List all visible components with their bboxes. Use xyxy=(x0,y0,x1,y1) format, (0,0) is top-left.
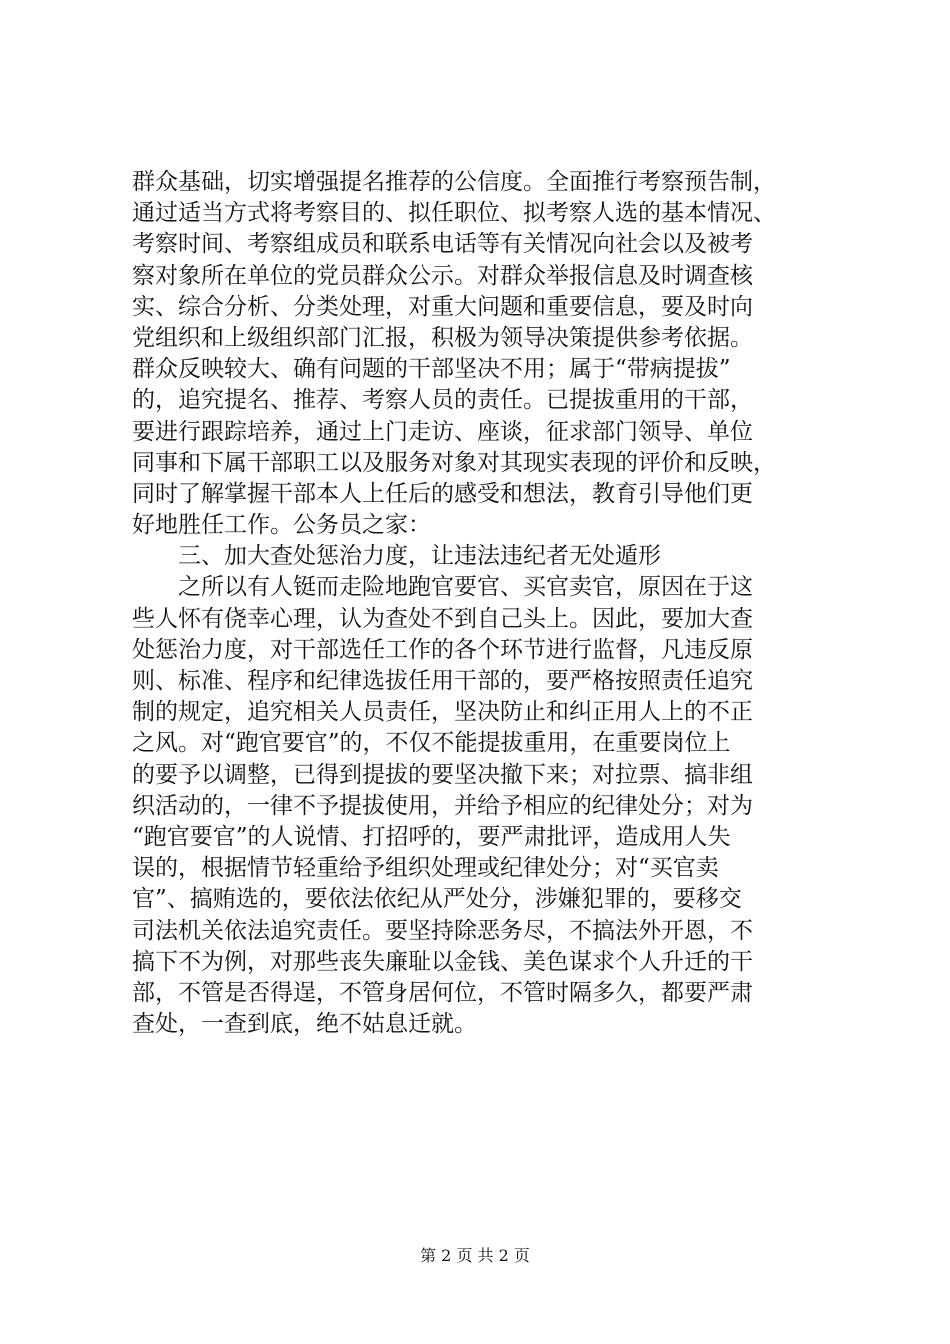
text-line: 实、综合分析、分类处理，对重大问题和重要信息，要及时向 xyxy=(132,293,753,320)
text-line: 要进行跟踪培养，通过上门走访、座谈，征求部门领导、单位 xyxy=(132,418,753,445)
text-line: 同事和下属干部职工以及服务对象对其现实表现的评价和反映， xyxy=(132,449,776,476)
text-line: 部，不管是否得逞，不管身居何位，不管时隔多久，都要严肃 xyxy=(132,979,753,1006)
text-line: 群众反映较大、确有问题的干部坚决不用；属于“带病提拔” xyxy=(132,356,731,383)
text-line: 群众基础，切实增强提名推荐的公信度。全面推行考察预告制， xyxy=(132,169,776,195)
text-line: 误的，根据情节轻重给予组织处理或纪律处分；对“买官卖 xyxy=(132,855,719,882)
text-line: 的要予以调整，已得到提拔的要坚决撤下来；对拉票、搞非组 xyxy=(132,761,753,788)
text-line: 党组织和上级组织部门汇报，积极为领导决策提供参考依据。 xyxy=(132,324,753,351)
text-line: “跑官要官”的人说情、打招呼的，要严肃批评，造成用人失 xyxy=(132,823,731,850)
text-line: 处惩治力度，对干部选任工作的各个环节进行监督，凡违反原 xyxy=(132,636,753,663)
text-line: 之所以有人铤而走险地跑官要官、买官卖官，原因在于这 xyxy=(132,574,753,601)
text-line: 些人怀有侥幸心理，认为查处不到自己头上。因此，要加大查 xyxy=(132,605,753,632)
text-line: 制的规定，追究相关人员责任，坚决防止和纠正用人上的不正 xyxy=(132,699,753,726)
text-line: 考察时间、考察组成员和联系电话等有关情况向社会以及被考 xyxy=(132,231,753,258)
text-line: 司法机关依法追究责任。要坚持除恶务尽，不搞法外开恩，不 xyxy=(132,917,753,944)
page-footer xyxy=(0,1243,950,1266)
page-number: 第 2 页 共 2 页 xyxy=(420,1246,530,1265)
text-line: 察对象所在单位的党员群众公示。对群众举报信息及时调查核 xyxy=(132,262,753,289)
text-line: 同时了解掌握干部本人上任后的感受和想法，教育引导他们更 xyxy=(132,480,753,507)
text-line: 通过适当方式将考察目的、拟任职位、拟考察人选的基本情况、 xyxy=(132,200,776,227)
text-line: 之风。对“跑官要官”的，不仅不能提拔重用，在重要岗位上 xyxy=(132,730,731,757)
document-body xyxy=(132,167,832,1040)
text-line: 查处，一查到底，绝不姑息迁就。 xyxy=(132,1011,477,1038)
text-line: 则、标准、程序和纪律选拔任用干部的，要严格按照责任追究 xyxy=(132,668,753,694)
text-line: 好地胜任工作。公务员之家： xyxy=(132,512,431,539)
text-line: 搞下不为例，对那些丧失廉耻以金钱、美色谋求个人升迁的干 xyxy=(132,948,753,975)
section-heading: 三、加大查处惩治力度，让违法违纪者无处遁形 xyxy=(132,543,661,570)
text-line: 的，追究提名、推荐、考察人员的责任。已提拔重用的干部， xyxy=(132,387,753,414)
text-line: 官”、搞贿选的，要依法依纪从严处分，涉嫌犯罪的，要移交 xyxy=(132,886,742,913)
text-line: 织活动的，一律不予提拔使用，并给予相应的纪律处分；对为 xyxy=(132,792,753,819)
